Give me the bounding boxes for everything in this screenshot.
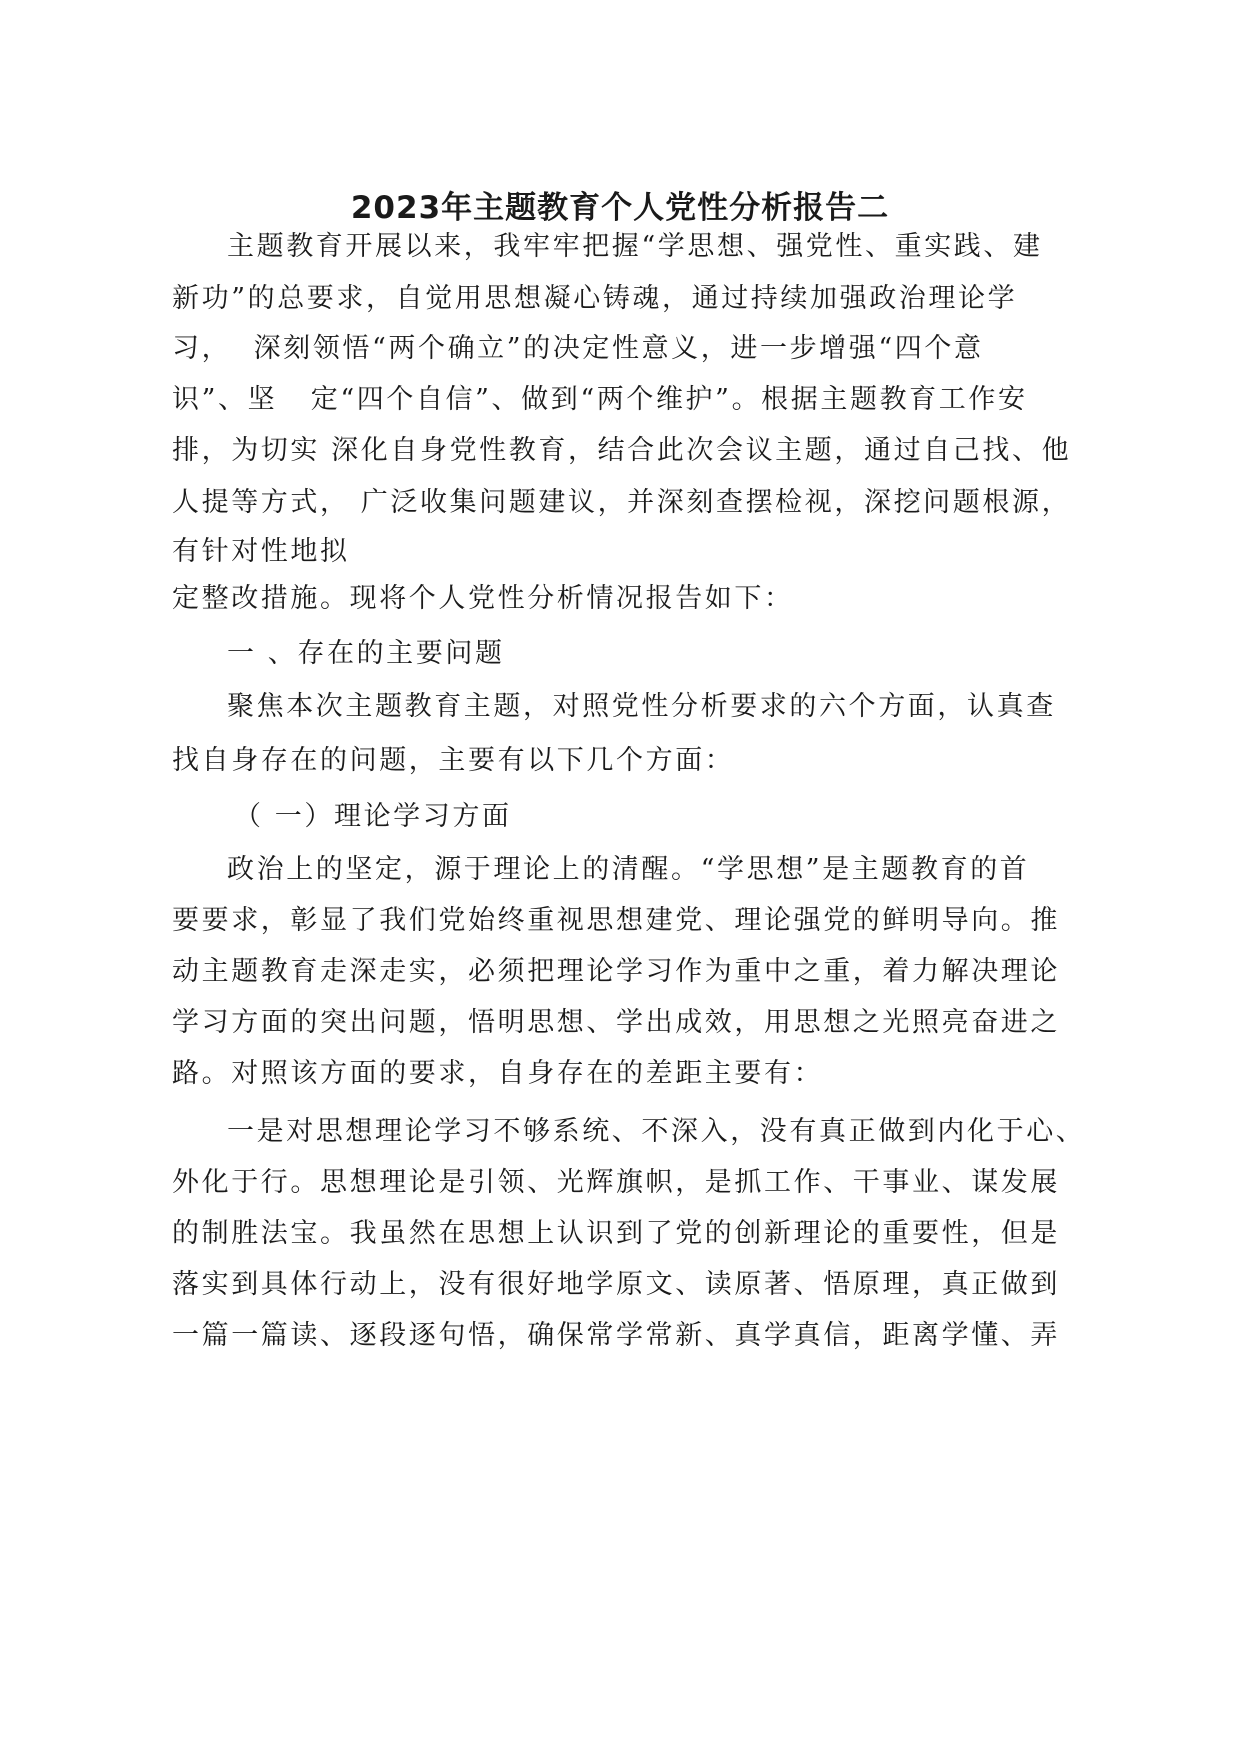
section-heading: 一 、存在的主要问题 [227, 638, 505, 669]
paragraph-line: 学习方面的突出问题，悟明思想、学出成效，用思想之光照亮奋进之 [172, 1007, 1060, 1038]
paragraph-line: 外化于行。思想理论是引领、光辉旗帜，是抓工作、干事业、谋发展 [172, 1167, 1060, 1198]
intro-line: 习， 深刻领悟“两个确立”的决定性意义，进一步增强“四个意 [172, 333, 984, 364]
paragraph-line: 要要求，彰显了我们党始终重视思想建党、理论强党的鲜明导向。推 [172, 905, 1060, 936]
paragraph-line: 动主题教育走深走实，必须把理论学习作为重中之重，着力解决理论 [172, 956, 1060, 987]
paragraph-line: 的制胜法宝。我虽然在思想上认识到了党的创新理论的重要性，但是 [172, 1218, 1060, 1249]
intro-line: 新功”的总要求，自觉用思想凝心铸魂，通过持续加强政治理论学 [172, 283, 1018, 314]
intro-line: 定整改措施。现将个人党性分析情况报告如下： [172, 583, 794, 614]
paragraph-line: 落实到具体行动上，没有很好地学原文、读原著、悟原理，真正做到 [172, 1269, 1060, 1300]
intro-line: 排，为切实 深化自身党性教育，结合此次会议主题，通过自己找、他 [172, 435, 1072, 466]
paragraph-line: 一篇一篇读、逐段逐句悟，确保常学常新、真学真信，距离学懂、弄 [172, 1320, 1060, 1351]
paragraph-line: 路。对照该方面的要求，自身存在的差距主要有： [172, 1058, 824, 1089]
paragraph-line: 找自身存在的问题，主要有以下几个方面： [172, 745, 735, 776]
document-title: 2023年主题教育个人党性分析报告二 [350, 190, 890, 226]
intro-line: 识”、坚 定“四个自信”、做到“两个维护”。根据主题教育工作安 [172, 384, 1028, 415]
paragraph-line: 政治上的坚定，源于理论上的清醒。“学思想”是主题教育的首 [227, 854, 1030, 885]
paragraph-line: 一是对思想理论学习不够系统、不深入，没有真正做到内化于心、 [227, 1116, 1086, 1147]
intro-line: 有针对性地拟 [172, 536, 350, 567]
paragraph-line: 聚焦本次主题教育主题，对照党性分析要求的六个方面，认真查 [227, 691, 1056, 722]
subsection-heading: （ 一）理论学习方面 [234, 801, 512, 832]
intro-line: 人提等方式， 广泛收集问题建议，并深刻查摆检视，深挖问题根源， [172, 487, 1072, 518]
intro-line: 主题教育开展以来，我牢牢把握“学思想、强党性、重实践、建 [227, 231, 1043, 262]
